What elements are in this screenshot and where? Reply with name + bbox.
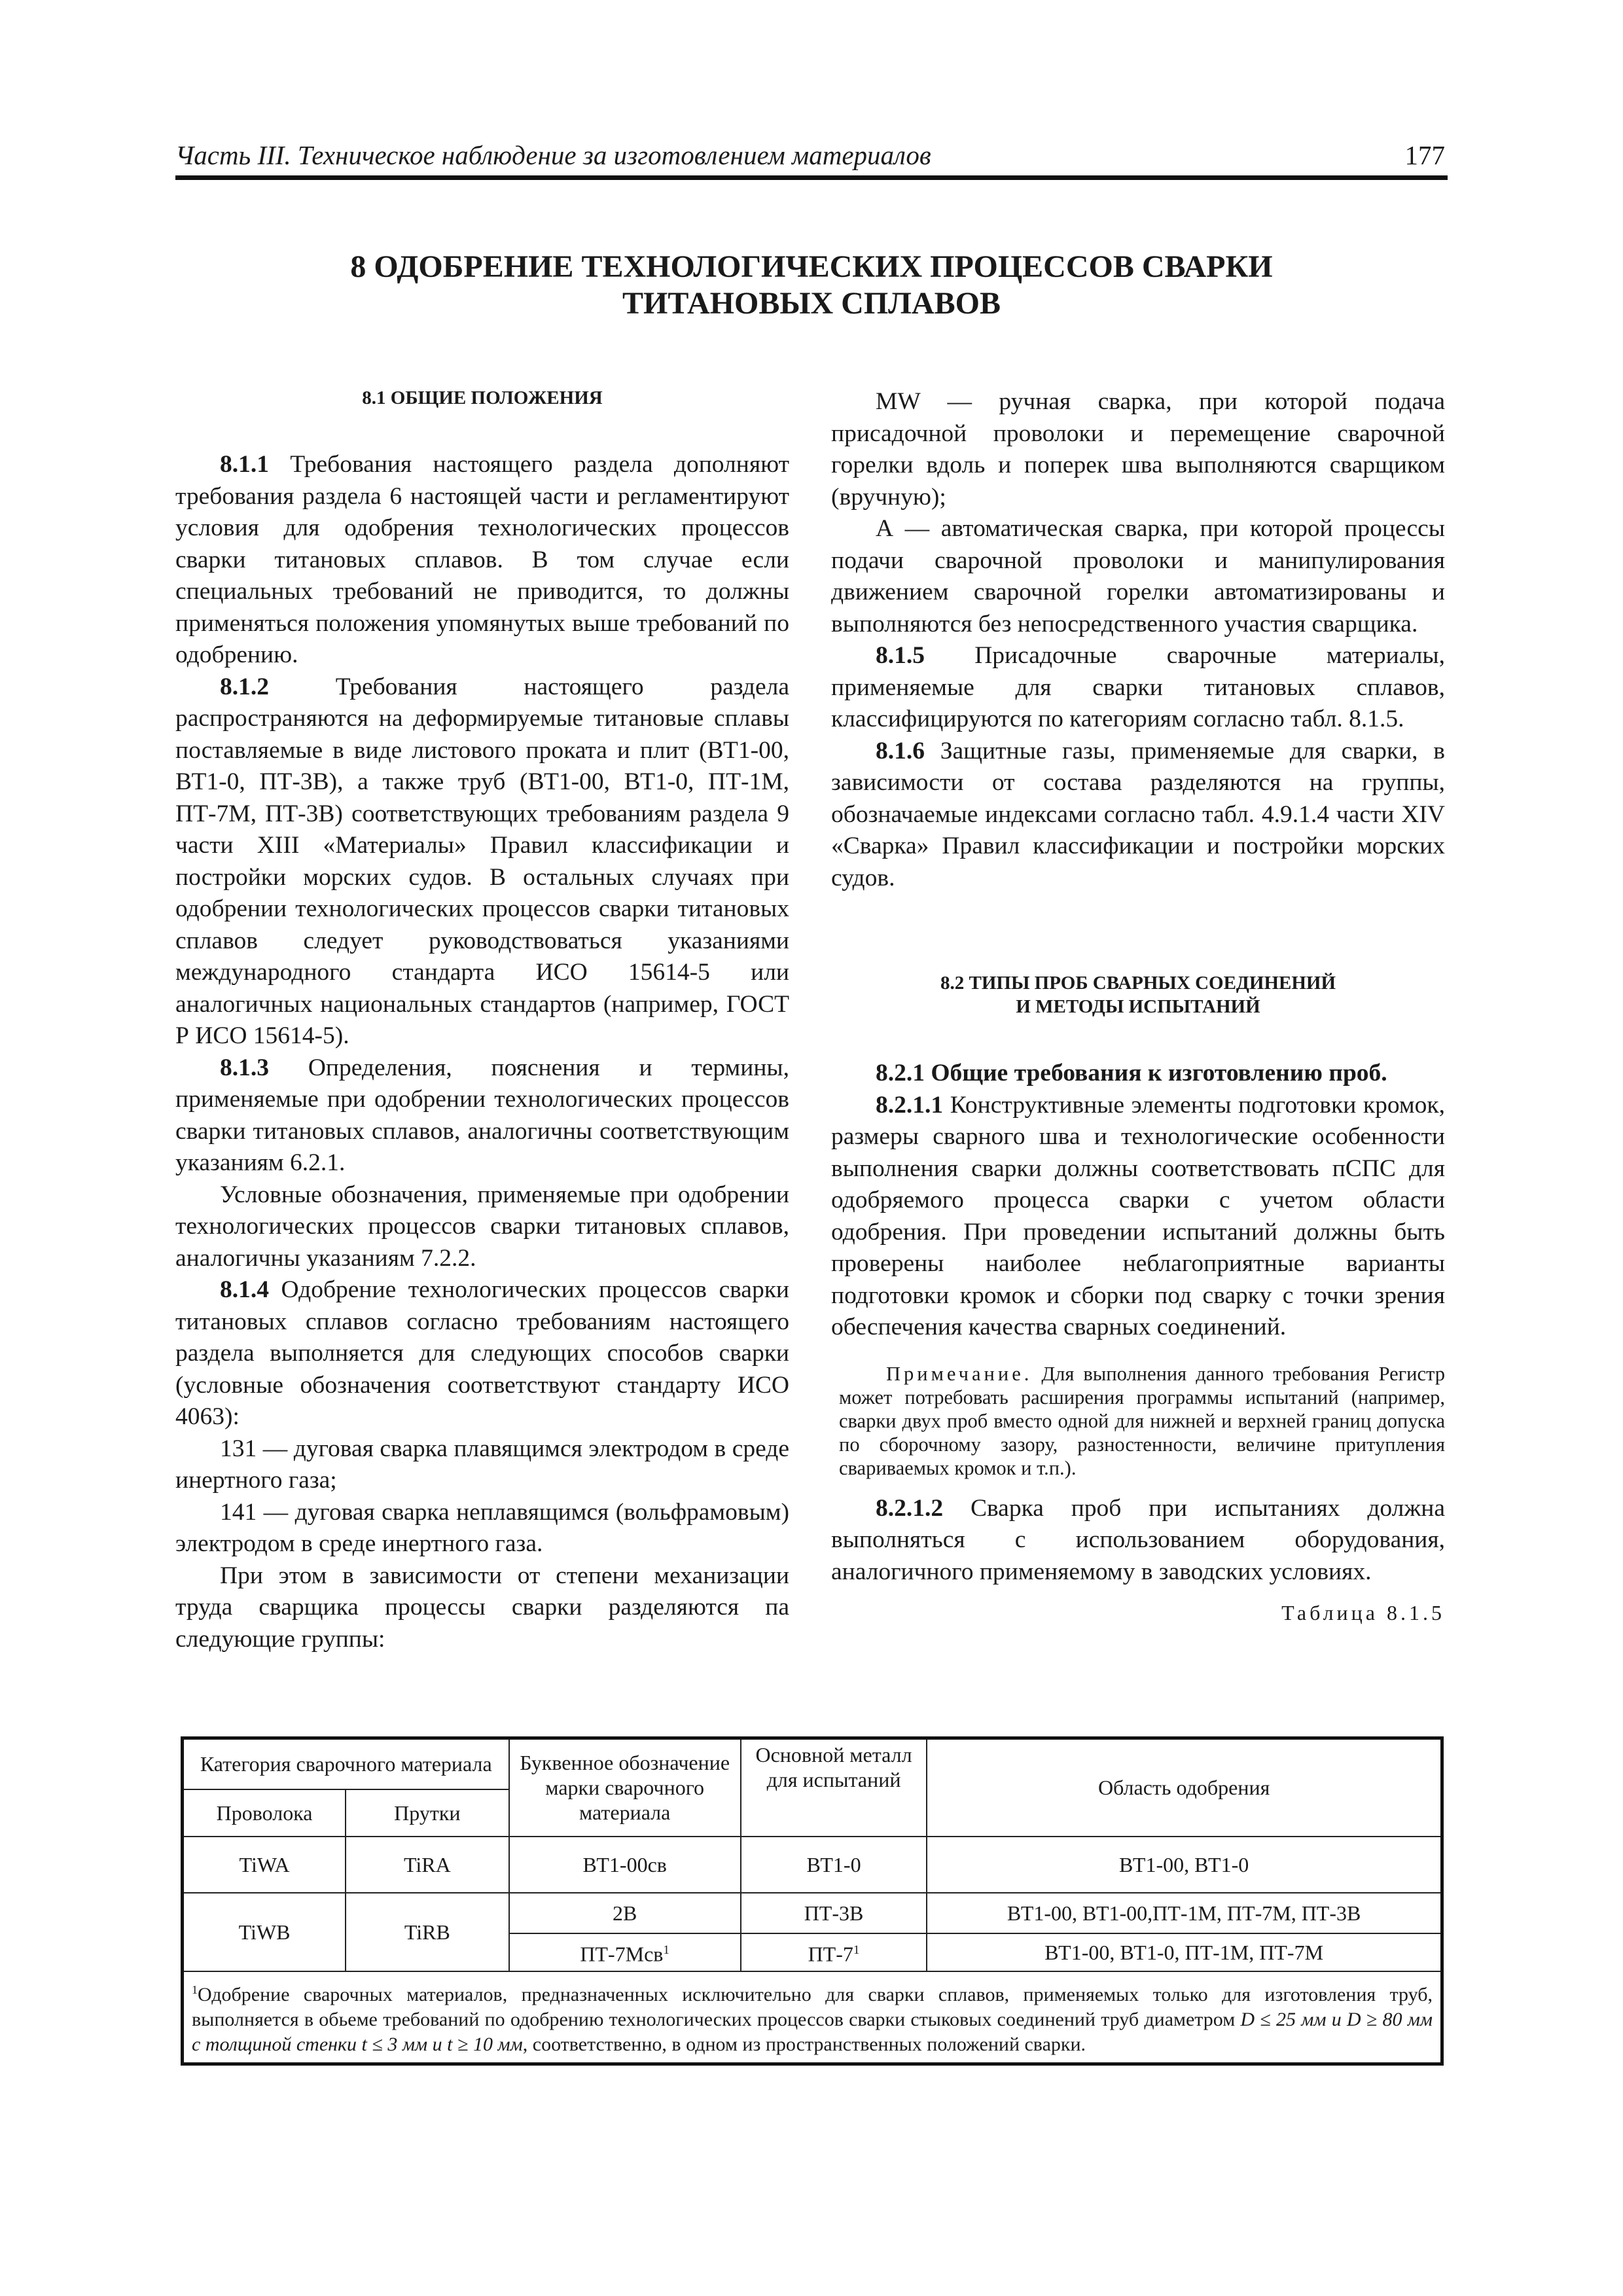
cell-base: ПТ-3В [741, 1893, 927, 1933]
clause-number: 8.1.5 [876, 642, 925, 669]
clause-number: 8.1.1 [220, 451, 269, 478]
section-heading-8-1: 8.1 ОБЩИЕ ПОЛОЖЕНИЯ [362, 387, 603, 408]
cell-rod: TiRA [346, 1837, 508, 1893]
footnote-ref: 1 [663, 1943, 669, 1957]
cell-wire: TiWA [183, 1837, 346, 1893]
paragraph-141: 141 — дуговая сварка неплавящимся (вольфрамовым) электродом в среде инертного газа. [175, 1498, 789, 1557]
materials-table [181, 1736, 1444, 2066]
paragraph-mw: MW — ручная сварка, при которой подача присадочной проволоки и перемещение сварочной горелки вдоль и поперек шва выполняются сварщиком (вручную); [831, 388, 1445, 511]
running-title: Часть III. Техническое наблюдение за изготовлением материалов [175, 140, 931, 170]
paragraph-8-2-1-1: 8.2.1.1 Конструктивные элементы подготовки кромок, размеры сварного шва и технологические особенности выполнения сварки должны соответствовать пСПС для одобряемого процесса сварки с учетом области одобрения. При проведении испытаний должны быть проверены наиболее неблагоприятные варианты подготовки кромок и сборки под сварку с точки зрения обеспечения качества сварных соединений. [831, 1091, 1445, 1340]
cell-base: ВТ1-0 [741, 1837, 927, 1893]
table-header-row [183, 1738, 1442, 1789]
cell-scope: ВТ1-00, ВТ1-0, ПТ-1М, ПТ-7М [927, 1933, 1442, 1971]
paragraph-symbols: Условные обозначения, применяемые при одобрении технологических процессов сварки титановых сплавов, аналогичны указаниям 7.2.2. [175, 1181, 789, 1272]
spacer [831, 1480, 1445, 1493]
left-column [175, 386, 789, 1655]
footnote-formula: D ≤ 25 мм и D ≥ 80 мм с толщиной стенки t ≤ 3 мм и t ≥ 10 мм [192, 2008, 1433, 2055]
clause-number: 8.1.4 [220, 1276, 269, 1303]
clause-number: 8.2.1.1 [876, 1091, 944, 1119]
right-column [831, 386, 1445, 1629]
table-row [183, 1893, 1442, 1933]
clause-number: 8.1.6 [876, 737, 925, 764]
cell-scope: ВТ1-00, ВТ1-0 [927, 1837, 1442, 1893]
footnote-mark: 1 [192, 1982, 198, 1996]
paragraph-8-1-1: 8.1.1 Требования настоящего раздела дополняют требования раздела 6 настоящей части и регламентируют условия для одобрения технологических процессов сварки титановых сплавов. В том случае если специальных требований не приводится, то должны применяться положения упомянутых выше требований по одобрению. [175, 451, 789, 668]
header-base-metal: Основной металл для испытаний [741, 1738, 927, 1837]
paragraph-8-1-3: 8.1.3 Определения, пояснения и термины, применяемые при одобрении технологических процессов сварки титановых сплавов, аналогичны соответствующим указаниям 6.2.1. [175, 1054, 789, 1176]
cell-scope: ВТ1-00, ВТ1-00,ПТ-1М, ПТ-7М, ПТ-3В [927, 1893, 1442, 1933]
chapter-title-line1: 8 ОДОБРЕНИЕ ТЕХНОЛОГИЧЕСКИХ ПРОЦЕССОВ СВАРКИ [350, 249, 1273, 284]
header-category: Категория сварочного материала [183, 1738, 509, 1789]
section-heading-8-2: 8.2 ТИПЫ ПРОБ СВАРНЫХ СОЕДИНЕНИЙ И МЕТОДЫ ИСПЫТАНИЙ [940, 973, 1336, 1017]
table-row [183, 1837, 1442, 1893]
cell-mark: 2В [509, 1893, 741, 1933]
cell-base: $ПТ-7^1$ [741, 1933, 927, 1971]
clause-number: 8.1.2 [220, 673, 269, 700]
table-caption: Таблица 8.1.5 [1281, 1601, 1445, 1624]
cell-mark: ВТ1-00св [509, 1837, 741, 1893]
paragraph-groups: При этом в зависимости от степени механизации труда сварщика процессы сварки разделяются па следующие группы: [175, 1562, 789, 1653]
footnote-ref: 1 [853, 1943, 860, 1957]
chapter-title [175, 249, 1448, 322]
paragraph-a: А — автоматическая сварка, при которой процессы подачи сварочной проволоки и манипулирования движением сварочной горелки автоматизированы и выполняются без непосредственного участия сварщика. [831, 515, 1445, 637]
page-number: 177 [1404, 140, 1445, 170]
paragraph-8-2-1-2: 8.2.1.2 Сварка проб при испытаниях должна выполняться с использованием оборудования, аналогичного применяемому в заводских условиях. [831, 1494, 1445, 1585]
running-header [175, 139, 1445, 171]
cell-wire: TiWB [183, 1893, 346, 1971]
paragraph-8-1-2: 8.1.2 Требования настоящего раздела распространяются на деформируемые титановые сплавы поставляемые в виде листового проката и плит (ВТ1-00, ВТ1-0, ПТ-3В), а также труб (ВТ1-00, ВТ1-0, ПТ-1М, ПТ-7М, ПТ-3В) соответствующих требованиям раздела 9 части XIII «Материалы» Правил классификации и постройки морских судов. В остальных случаях при одобрении технологических процессов сварки титановых сплавов следует руководствоваться указаниями международного стандарта ИСО 15614-5 или аналогичных национальных стандартов (например, ГОСТ Р ИСО 15614-5). [175, 673, 789, 1049]
spacer [831, 894, 1445, 971]
spacer [831, 1018, 1445, 1058]
header-rule [175, 175, 1448, 180]
chapter-title-line2: ТИТАНОВЫХ СПЛАВОВ [622, 286, 1001, 321]
cell-mark: ПТ-7Мсв$^1$ [509, 1933, 741, 1971]
table-footnote: $^1$Одобрение сварочных материалов, предназначенных исключительно для сварки сплавов, применяемых только для изготовления труб, выполняется в обьеме требований по одобрению технологических процессов сварки стыковых соединений труб диаметром D ≤ 25 мм и D ≥ 80 мм с толщиной стенки t ≤ 3 мм и t ≥ 10 мм, соответственно, в одном из пространственных положений сварки. [183, 1971, 1442, 2064]
paragraph-131: 131 — дуговая сварка плавящимся электродом в среде инертного газа; [175, 1435, 789, 1494]
paragraph-8-1-4: 8.1.4 Одобрение технологических процессов сварки титановых сплавов согласно требованиям настоящего раздела выполняется для следующих способов сварки (условные обозначения соответствуют стандарту ИСО 4063): [175, 1276, 789, 1430]
header-mark: Буквенное обозначение марки сварочного материала [509, 1738, 741, 1837]
spacer [831, 1344, 1445, 1362]
paragraph-8-1-5: 8.1.5 Присадочные сварочные материалы, применяемые для сварки титановых сплавов, классифицируются по категориям согласно табл. 8.1.5. [831, 642, 1445, 732]
header-scope: Область одобрения [927, 1738, 1442, 1837]
note-label: Примечание. [886, 1362, 1033, 1385]
clause-number: 8.2.1.2 [876, 1494, 944, 1522]
header-rods: Прутки [346, 1789, 508, 1837]
clause-number: 8.1.3 [220, 1054, 269, 1081]
cell-rod: TiRB [346, 1893, 508, 1971]
paragraph-8-1-6: 8.1.6 Защитные газы, применяемые для сварки, в зависимости от состава разделяются на группы, обозначаемые индексами согласно табл. 4.9.1.4 части XIV «Сварка» Правил классификации и постройки морских судов. [831, 737, 1445, 891]
spacer [831, 1588, 1445, 1597]
subsection-8-2-1: 8.2.1 Общие требования к изготовлению проб. [876, 1060, 1387, 1086]
table-footnote-row [183, 1971, 1442, 2064]
note: Примечание. Для выполнения данного требования Регистр может потребовать расширения программы испытаний (например, сварки двух проб вместо одной для нижней и верхней границ допуска по сборочному зазору, разностенности, величине притупления свариваемых кромок и т.п.). [839, 1362, 1445, 1479]
header-wire: Проволока [183, 1789, 346, 1837]
